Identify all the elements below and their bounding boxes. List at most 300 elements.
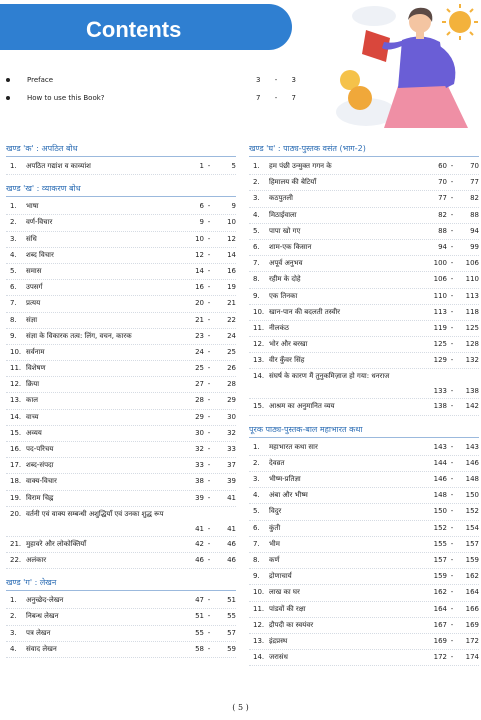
toc-title: हम पंछी उन्मुक्त गगन के bbox=[269, 162, 332, 170]
toc-pages bbox=[423, 224, 479, 238]
toc-row[interactable] bbox=[6, 609, 236, 625]
toc-row[interactable] bbox=[249, 585, 479, 601]
toc-pages bbox=[180, 280, 236, 294]
page-start: 39 bbox=[195, 493, 204, 502]
page-start: 125 bbox=[433, 340, 447, 349]
section-title: खण्ड 'ग' : लेखन bbox=[6, 578, 57, 588]
toc-title: काल bbox=[26, 396, 38, 405]
toc-row[interactable] bbox=[249, 440, 479, 456]
page-dash: - bbox=[450, 442, 454, 451]
toc-row[interactable] bbox=[249, 569, 479, 585]
toc-number: 10. bbox=[10, 347, 22, 356]
page-start: 100 bbox=[433, 259, 447, 268]
page-end: 128 bbox=[465, 340, 479, 349]
page-end: 57 bbox=[227, 628, 236, 637]
toc-title: लाख का घर bbox=[269, 588, 300, 597]
page-dash: - bbox=[207, 266, 211, 275]
toc-row[interactable] bbox=[6, 491, 236, 507]
toc-row[interactable] bbox=[249, 602, 479, 618]
toc-number: 18. bbox=[10, 477, 22, 486]
toc-row[interactable] bbox=[249, 289, 479, 305]
toc-number: 5. bbox=[253, 226, 260, 235]
page-start: 144 bbox=[433, 458, 447, 467]
toc-pages bbox=[423, 602, 479, 616]
toc-title: प्रत्यय bbox=[26, 299, 41, 308]
page-end: 150 bbox=[465, 491, 479, 500]
page-start: 146 bbox=[433, 475, 447, 483]
page-end: 132 bbox=[465, 356, 479, 365]
toc-pages bbox=[423, 289, 479, 303]
toc-pages bbox=[180, 442, 236, 456]
page-dash: - bbox=[207, 299, 211, 308]
toc-number: 3. bbox=[253, 475, 260, 483]
page-dash: - bbox=[207, 628, 211, 637]
toc-title: विदुर bbox=[269, 507, 282, 516]
page-start: 24 bbox=[195, 347, 204, 356]
toc-list-g bbox=[6, 593, 236, 658]
toc-title: समास bbox=[26, 266, 42, 275]
toc-title: निबन्ध लेखन bbox=[26, 612, 59, 621]
neck-shape bbox=[416, 31, 424, 39]
toc-number: 6. bbox=[10, 283, 17, 292]
section-header-k bbox=[6, 140, 236, 157]
section-header-gh bbox=[249, 140, 479, 157]
toc-row[interactable] bbox=[249, 472, 479, 488]
page-dash: - bbox=[207, 539, 211, 548]
page-dash: - bbox=[450, 653, 454, 662]
toc-row[interactable] bbox=[249, 175, 479, 191]
page-dash: - bbox=[450, 259, 454, 268]
toc-row[interactable] bbox=[6, 426, 236, 442]
intro-item-how-to-use[interactable] bbox=[6, 90, 296, 106]
page-start: 82 bbox=[438, 210, 447, 219]
toc-title: कठपुतली bbox=[269, 194, 293, 203]
page-dash: - bbox=[450, 604, 454, 613]
toc-pages bbox=[180, 377, 236, 391]
toc-title: इंद्रप्रस्थ bbox=[269, 636, 288, 645]
ball-icon bbox=[348, 86, 372, 110]
toc-pages bbox=[180, 248, 236, 262]
page-start: 159 bbox=[433, 572, 447, 581]
toc-number: 7. bbox=[10, 299, 17, 308]
page-end: 41 bbox=[227, 524, 236, 533]
toc-title: वर्तनी एवं वाक्य सम्बन्धी अशुद्धियाँ एवं उनका शुद्ध रूप bbox=[26, 509, 164, 518]
page-dash: - bbox=[450, 275, 454, 284]
toc-title: क्रिया bbox=[26, 380, 40, 389]
toc-number: 17. bbox=[10, 461, 22, 470]
toc-row[interactable] bbox=[6, 626, 236, 642]
toc-pages bbox=[423, 399, 479, 413]
page-dash: - bbox=[450, 507, 454, 516]
page-end: 12 bbox=[227, 234, 236, 243]
toc-number: 9. bbox=[253, 291, 260, 300]
toc-title: पांडवों की रक्षा bbox=[269, 604, 306, 613]
page-end: 164 bbox=[465, 588, 479, 597]
section-header-g bbox=[6, 574, 236, 591]
toc-row[interactable] bbox=[6, 345, 236, 361]
toc-number: 9. bbox=[253, 572, 260, 581]
toc-row[interactable] bbox=[6, 642, 236, 658]
toc-pages bbox=[423, 472, 479, 486]
toc-title: पापा खो गए bbox=[269, 226, 301, 235]
toc-row[interactable] bbox=[6, 537, 236, 553]
page-end: 22 bbox=[227, 315, 236, 324]
toc-title: मिठाईवाला bbox=[269, 210, 297, 219]
toc-row[interactable] bbox=[249, 456, 479, 472]
toc-pages bbox=[180, 410, 236, 424]
toc-row[interactable] bbox=[249, 159, 479, 175]
toc-row[interactable] bbox=[6, 377, 236, 393]
page-start: 143 bbox=[433, 442, 447, 451]
toc-title: सर्वनाम bbox=[26, 347, 45, 356]
toc-pages bbox=[180, 215, 236, 229]
page-dash: - bbox=[450, 458, 454, 467]
toc-pages bbox=[180, 232, 236, 246]
toc-title: कर्ण bbox=[269, 555, 280, 564]
page-start: 148 bbox=[433, 491, 447, 500]
toc-row[interactable] bbox=[6, 313, 236, 329]
intro-pages bbox=[256, 94, 296, 102]
page-dash: - bbox=[207, 380, 211, 389]
page-end: 70 bbox=[470, 162, 479, 170]
toc-title: विराम चिह्न bbox=[26, 493, 54, 502]
toc-row[interactable] bbox=[249, 618, 479, 634]
page-dash: - bbox=[450, 572, 454, 581]
toc-pages bbox=[423, 504, 479, 518]
toc-number: 2. bbox=[10, 612, 17, 621]
toc-row[interactable] bbox=[6, 248, 236, 264]
page-dash: - bbox=[207, 162, 211, 170]
page-start: 155 bbox=[433, 539, 447, 548]
page-end: 110 bbox=[465, 275, 479, 284]
toc-pages bbox=[423, 537, 479, 551]
page-dash: - bbox=[207, 347, 211, 356]
toc-pages bbox=[180, 553, 236, 567]
toc-title: अपठित गद्यांश व काव्यांश bbox=[26, 162, 91, 170]
toc-number: 14. bbox=[10, 412, 22, 421]
left-column bbox=[6, 140, 236, 663]
header-banner bbox=[0, 4, 292, 50]
toc-title: वाक्य-विचार bbox=[26, 477, 57, 486]
toc-pages bbox=[423, 321, 479, 335]
toc-number: 19. bbox=[10, 493, 22, 502]
page-start: 32 bbox=[195, 445, 204, 453]
page-start: 129 bbox=[433, 356, 447, 365]
toc-title: वाच्य bbox=[26, 412, 39, 421]
page-end: 88 bbox=[470, 210, 479, 219]
toc-row[interactable] bbox=[249, 240, 479, 256]
toc-row[interactable] bbox=[6, 553, 236, 569]
page-dash: - bbox=[207, 202, 211, 211]
toc-title: अपूर्व अनुभव bbox=[269, 259, 303, 268]
page-dash: - bbox=[207, 283, 211, 292]
page-dash: - bbox=[450, 636, 454, 645]
page-start: 10 bbox=[195, 234, 204, 243]
toc-list-kh bbox=[6, 199, 236, 569]
toc-row[interactable] bbox=[249, 650, 479, 666]
toc-pages bbox=[180, 264, 236, 278]
toc-row[interactable] bbox=[249, 321, 479, 337]
page-start: 133 bbox=[433, 387, 447, 396]
toc-list-gh bbox=[249, 159, 479, 416]
page-end: 159 bbox=[465, 555, 479, 564]
page-end: 39 bbox=[227, 477, 236, 486]
page-start: 1 bbox=[199, 162, 204, 170]
toc-row[interactable] bbox=[6, 507, 236, 537]
toc-pages bbox=[180, 296, 236, 310]
toc-pages bbox=[423, 256, 479, 270]
toc-row[interactable] bbox=[6, 442, 236, 458]
toc-title: भीष्म-प्रतिज्ञा bbox=[269, 475, 301, 483]
toc-pages bbox=[423, 521, 479, 535]
toc-number: 5. bbox=[10, 266, 17, 275]
page-dash: - bbox=[207, 555, 211, 564]
page-end: 14 bbox=[227, 250, 236, 259]
page-end: 32 bbox=[227, 428, 236, 437]
page-start: 16 bbox=[195, 283, 204, 292]
toc-row[interactable] bbox=[6, 232, 236, 248]
page-dash: - bbox=[207, 218, 211, 227]
page-start: 6 bbox=[199, 202, 204, 211]
page-start: 51 bbox=[195, 612, 204, 621]
toc-title: भाषा bbox=[26, 202, 39, 211]
page-start: 7 bbox=[256, 94, 261, 102]
toc-pages bbox=[180, 361, 236, 375]
toc-number: 12. bbox=[253, 340, 265, 349]
page-start: 94 bbox=[438, 242, 447, 251]
page-dash: - bbox=[450, 242, 454, 251]
toc-number: 1. bbox=[253, 442, 260, 451]
toc-row[interactable] bbox=[249, 272, 479, 288]
toc-pages bbox=[423, 488, 479, 502]
toc-pages bbox=[180, 642, 236, 656]
toc-row[interactable] bbox=[6, 264, 236, 280]
toc-title: भीम bbox=[269, 539, 280, 548]
page-end: 174 bbox=[465, 653, 479, 662]
page-dash: - bbox=[450, 475, 454, 483]
page-dash: - bbox=[207, 612, 211, 621]
toc-row[interactable] bbox=[249, 191, 479, 207]
page-start: 47 bbox=[195, 596, 204, 605]
bullet-icon bbox=[6, 96, 10, 100]
page-start: 38 bbox=[195, 477, 204, 486]
toc-number: 4. bbox=[10, 250, 17, 259]
page-start: 42 bbox=[195, 539, 204, 548]
page-end: 21 bbox=[227, 299, 236, 308]
toc-title: अव्यय bbox=[26, 428, 42, 437]
toc-title: देवव्रत bbox=[269, 458, 285, 467]
page-end: 37 bbox=[227, 461, 236, 470]
toc-number: 20. bbox=[10, 509, 22, 518]
toc-number: 1. bbox=[253, 162, 260, 170]
page-end: 55 bbox=[227, 612, 236, 621]
page-end: 146 bbox=[465, 458, 479, 467]
toc-row[interactable] bbox=[249, 305, 479, 321]
toc-row[interactable] bbox=[6, 329, 236, 345]
toc-row[interactable] bbox=[249, 553, 479, 569]
toc-row[interactable] bbox=[6, 199, 236, 215]
page-start: 150 bbox=[433, 507, 447, 516]
toc-title: आश्रम का अनुमानित व्यय bbox=[269, 402, 335, 411]
toc-row[interactable] bbox=[6, 458, 236, 474]
toc-title: एक तिनका bbox=[269, 291, 298, 300]
toc-pages bbox=[423, 384, 479, 398]
toc-row[interactable] bbox=[6, 296, 236, 312]
page-dash: - bbox=[207, 524, 211, 533]
page-dash: - bbox=[450, 210, 454, 219]
toc-row[interactable] bbox=[249, 224, 479, 240]
page-dash: - bbox=[450, 539, 454, 548]
toc-row[interactable] bbox=[249, 521, 479, 537]
page-dash: - bbox=[207, 315, 211, 324]
toc-title: पत्र लेखन bbox=[26, 628, 51, 637]
section-title: पूरक पाठ्य-पुस्तक-बाल महाभारत कथा bbox=[249, 424, 363, 434]
toc-number: 1. bbox=[10, 162, 17, 170]
toc-pages bbox=[423, 240, 479, 254]
toc-row[interactable] bbox=[249, 399, 479, 415]
toc-pages bbox=[423, 553, 479, 567]
page-end: 82 bbox=[470, 194, 479, 203]
page-end: 172 bbox=[465, 636, 479, 645]
page-end: 7 bbox=[291, 94, 296, 102]
toc-number: 4. bbox=[253, 210, 260, 219]
toc-number: 7. bbox=[253, 259, 260, 268]
page-end: 10 bbox=[227, 218, 236, 227]
toc-row[interactable] bbox=[6, 280, 236, 296]
toc-pages bbox=[180, 537, 236, 551]
page-end: 169 bbox=[465, 620, 479, 629]
toc-title: शब्द विचार bbox=[26, 250, 54, 259]
toc-number: 14. bbox=[253, 372, 265, 381]
page-start: 25 bbox=[195, 364, 204, 373]
toc-row[interactable] bbox=[6, 410, 236, 426]
toc-title: मुहावरे और लोकोक्तियाँ bbox=[26, 539, 87, 548]
toc-number: 2. bbox=[253, 178, 260, 187]
toc-number: 10. bbox=[253, 588, 265, 597]
skirt-shape bbox=[384, 82, 468, 128]
toc-number: 10. bbox=[253, 307, 265, 316]
toc-number: 3. bbox=[253, 194, 260, 203]
toc-row[interactable] bbox=[249, 504, 479, 520]
toc-row[interactable] bbox=[6, 593, 236, 609]
page-start: 88 bbox=[438, 226, 447, 235]
page-end: 99 bbox=[470, 242, 479, 251]
page-dash: - bbox=[450, 523, 454, 532]
bullet-icon bbox=[6, 78, 10, 82]
toc-title: द्रौपदी का स्वयंवर bbox=[269, 620, 314, 629]
intro-item-preface[interactable] bbox=[6, 72, 296, 88]
toc-row[interactable] bbox=[249, 353, 479, 369]
toc-title: संज्ञा bbox=[26, 315, 38, 324]
torso-shape bbox=[398, 36, 446, 88]
toc-number: 15. bbox=[10, 428, 22, 437]
section-header-puurak bbox=[249, 421, 479, 438]
toc-row[interactable] bbox=[249, 208, 479, 224]
page-end: 106 bbox=[465, 259, 479, 268]
toc-row[interactable] bbox=[249, 537, 479, 553]
intro-list bbox=[6, 72, 296, 108]
page-end: 118 bbox=[465, 307, 479, 316]
toc-row[interactable] bbox=[6, 474, 236, 490]
toc-pages bbox=[423, 337, 479, 351]
toc-title: पद-परिचय bbox=[26, 445, 54, 453]
toc-pages bbox=[180, 458, 236, 472]
toc-pages bbox=[423, 305, 479, 319]
toc-number: 6. bbox=[253, 523, 260, 532]
page-dash: - bbox=[450, 340, 454, 349]
page-dash: - bbox=[450, 194, 454, 203]
toc-number: 12. bbox=[10, 380, 22, 389]
toc-row[interactable] bbox=[249, 488, 479, 504]
page-start: 70 bbox=[438, 178, 447, 187]
page-dash: - bbox=[450, 620, 454, 629]
page-dash: - bbox=[450, 356, 454, 365]
toc-title: महाभारत कथा सार bbox=[269, 442, 318, 451]
page-end: 26 bbox=[227, 364, 236, 373]
toc-row[interactable] bbox=[249, 256, 479, 272]
toc-number: 12. bbox=[253, 620, 265, 629]
page-end: 16 bbox=[227, 266, 236, 275]
page-start: 113 bbox=[433, 307, 447, 316]
toc-title: वीर कुँवर सिंह bbox=[269, 356, 305, 365]
toc-number: 13. bbox=[253, 356, 265, 365]
page-end: 162 bbox=[465, 572, 479, 581]
toc-number: 14. bbox=[253, 653, 265, 662]
page-end: 5 bbox=[231, 162, 236, 170]
page-end: 77 bbox=[470, 178, 479, 187]
page-end: 152 bbox=[465, 507, 479, 516]
toc-row[interactable] bbox=[6, 159, 236, 175]
toc-row[interactable] bbox=[6, 215, 236, 231]
toc-row[interactable] bbox=[249, 369, 479, 399]
page-start: 138 bbox=[433, 402, 447, 411]
toc-pages bbox=[180, 474, 236, 488]
toc-number: 11. bbox=[10, 364, 22, 373]
page-start: 20 bbox=[195, 299, 204, 308]
toc-number: 13. bbox=[10, 396, 22, 405]
page-end: 51 bbox=[227, 596, 236, 605]
toc-title: वर्ण-विचार bbox=[26, 218, 53, 227]
page-end: 166 bbox=[465, 604, 479, 613]
page-start: 172 bbox=[433, 653, 447, 662]
toc-pages bbox=[180, 522, 236, 536]
right-column bbox=[249, 140, 479, 671]
toc-title: अलंकार bbox=[26, 555, 47, 564]
toc-pages bbox=[423, 440, 479, 454]
page-dash: - bbox=[450, 387, 454, 396]
toc-number: 8. bbox=[253, 555, 260, 564]
page-dash: - bbox=[207, 331, 211, 340]
page-start: 41 bbox=[195, 524, 204, 533]
toc-row[interactable] bbox=[6, 361, 236, 377]
page-end: 157 bbox=[465, 539, 479, 548]
toc-title: खान-पान की बदलती तस्वीर bbox=[269, 307, 341, 316]
toc-row[interactable] bbox=[6, 393, 236, 409]
toc-pages bbox=[423, 208, 479, 222]
page-start: 9 bbox=[199, 218, 204, 227]
toc-row[interactable] bbox=[249, 337, 479, 353]
cloud-icon bbox=[352, 6, 396, 26]
section-header-kh bbox=[6, 180, 236, 197]
toc-row[interactable] bbox=[249, 634, 479, 650]
toc-title: शाम-एक किसान bbox=[269, 242, 312, 251]
page-end: 9 bbox=[231, 202, 236, 211]
toc-pages bbox=[423, 456, 479, 470]
page-dash: - bbox=[450, 307, 454, 316]
toc-number: 1. bbox=[10, 596, 17, 605]
toc-pages bbox=[180, 491, 236, 505]
page-end: 138 bbox=[465, 387, 479, 396]
